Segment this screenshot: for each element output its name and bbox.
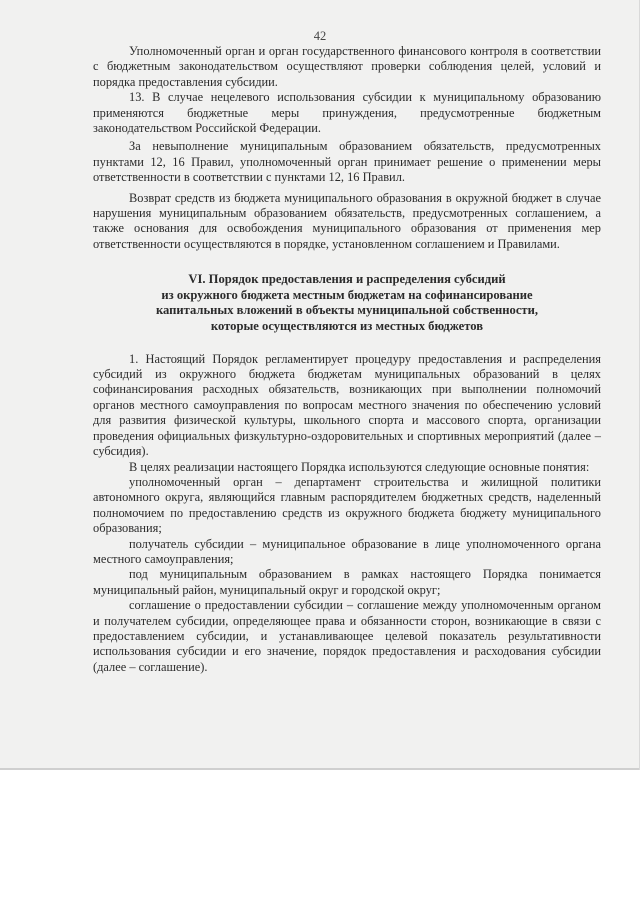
page-number: 42 — [313, 29, 327, 43]
section-heading-line-1: VI. Порядок предоставления и распределения субсидий — [188, 272, 506, 287]
definition-recipient: получатель субсидии – муниципальное образование в лице уполномоченного органа местного самоуправления; — [93, 536, 601, 566]
paragraph-responsibility: За невыполнение муниципальным образованием обязательств, предусмотренных пунктами 12, 16 Правил, уполномоченный орган принимает решение о применении меры ответственности в соответствии с пунктами 12, 16 Правил. — [93, 139, 601, 185]
definition-agreement: соглашение о предоставлении субсидии – соглашение между уполномоченным органом и получателем субсидии, определяющее права и обязанности сторон, возникающие в связи с предоставлением субсидии, и устанавливающее целевой показатель результативности использования субсидии и его значение, порядок предоставления и расходования субсидии (далее – соглашение). — [93, 598, 601, 674]
paragraph-refund: Возврат средств из бюджета муниципального образования в окружной бюджет в случае нарушения муниципальным образованием обязательств, предусмотренных соглашением, а также основания для освобождения муниципального образования от применения мер ответственности осуществляются в порядке, установленном соглашением и Правилами. — [93, 190, 601, 251]
section-heading — [93, 272, 601, 334]
paragraph-item-13: 13. В случае нецелевого использования субсидии к муниципальному образованию применяются бюджетные меры принуждения, предусмотренные бюджетным законодательством Российской Федерации. — [93, 90, 601, 136]
paragraph-item-1: 1. Настоящий Порядок регламентирует процедуру предоставления и распределения субсидий из окружного бюджета бюджетам муниципальных образований в целях софинансирования расходных обязательств, возникающих при выполнении полномочий органов местного самоуправления по вопросам местного значения по обеспечению условий для развития физической культуры, школьного спорта и массового спорта, организации проведения официальных физкультурно-оздоровительных и спортивных мероприятий (далее – субсидия). — [93, 351, 601, 459]
section-heading-line-2: из окружного бюджета местным бюджетам на софинансирование — [161, 287, 533, 302]
section-heading-line-3: капитальных вложений в объекты муниципальной собственности, — [155, 303, 539, 318]
definition-municipality: под муниципальным образованием в рамках настоящего Порядка понимается муниципальный район, муниципальный округ и городской округ; — [93, 567, 601, 597]
document-body — [93, 44, 601, 675]
definition-authorized-body: уполномоченный орган – департамент строительства и жилищной политики автономного округа, являющийся главным распорядителем бюджетных средств, наделенный полномочием по предоставлению средств из окружного бюджета бюджету муниципального образования; — [93, 474, 601, 536]
paragraph-control: Уполномоченный орган и орган государственного финансового контроля в соответствии с бюджетным законодательством осуществляют проверки соблюдения целей, условий и порядка предоставления субсидии. — [93, 44, 601, 89]
section-heading-line-4: которые осуществляются из местных бюджетов — [210, 319, 484, 334]
paragraph-definitions-intro: В целях реализации настоящего Порядка используются следующие основные понятия: — [129, 459, 590, 474]
